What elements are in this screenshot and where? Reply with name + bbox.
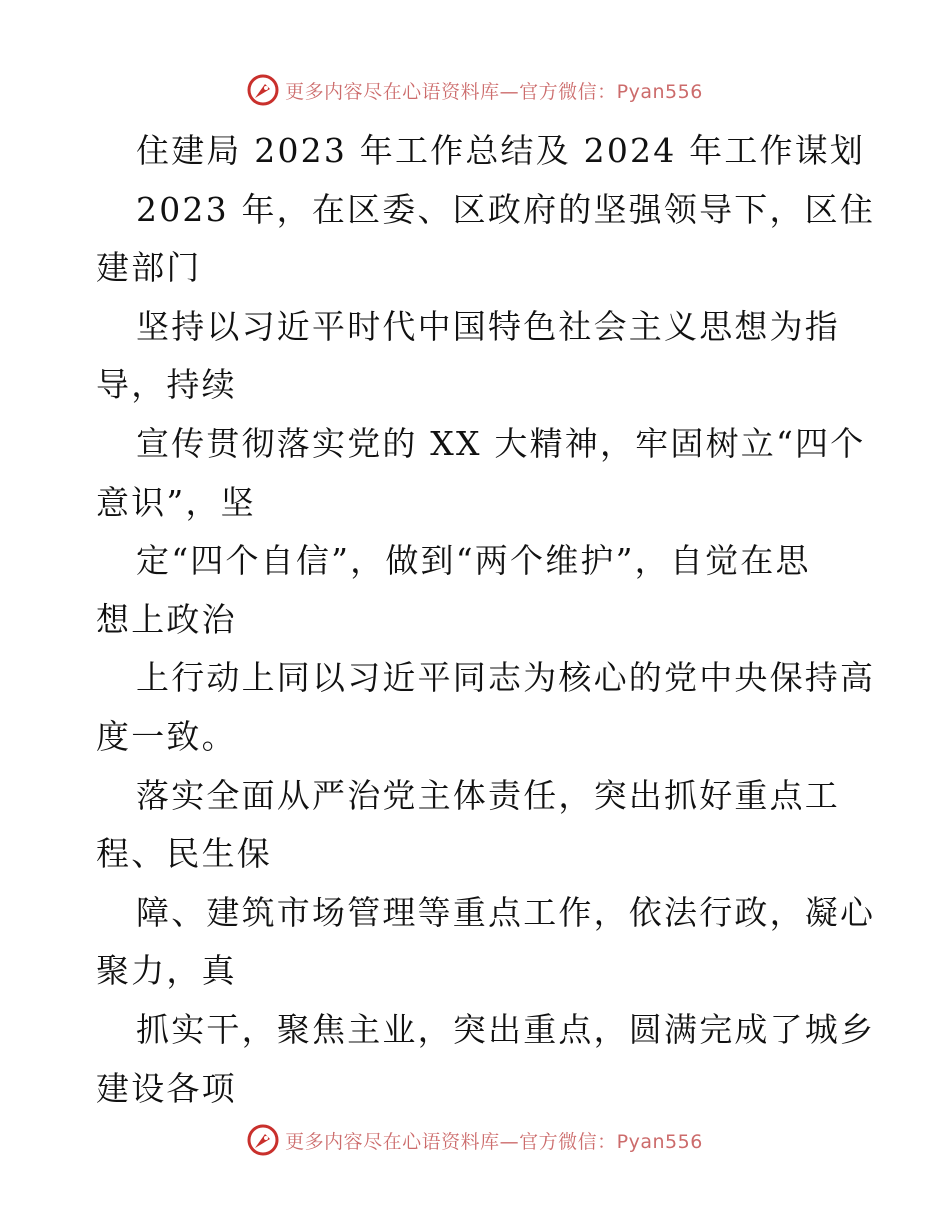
pen-nib-logo-icon	[247, 1124, 279, 1156]
text-line: 建部门	[96, 248, 202, 288]
footer-watermark	[0, 1122, 950, 1158]
text-line: 程、民生保	[96, 834, 272, 874]
text-line: 导，持续	[96, 365, 237, 405]
document-body	[96, 122, 876, 1118]
text-line: 上行动上同以习近平同志为核心的党中央保持高	[136, 658, 876, 698]
document-title: 住建局 2023 年工作总结及 2024 年工作谋划	[136, 131, 866, 170]
header-watermark	[0, 72, 950, 108]
text-line: 意识”，坚	[96, 482, 256, 522]
text-line: 落实全面从严治党主体责任，突出抓好重点工	[136, 775, 840, 815]
text-line: 宣传贯彻落实党的 XX 大精神，牢固树立“四个	[136, 423, 866, 463]
text-line: 抓实干，聚焦主业，突出重点，圆满完成了城乡	[136, 1009, 876, 1049]
text-line: 定“四个自信”，做到“两个维护”，自觉在思	[136, 541, 811, 581]
pen-nib-logo-icon	[247, 74, 279, 106]
text-line: 坚持以习近平时代中国特色社会主义思想为指	[136, 306, 840, 346]
text-line: 聚力，真	[96, 951, 237, 991]
watermark-text: 更多内容尽在心语资料库—官方微信：Pyan556	[285, 80, 703, 103]
text-line: 度一致。	[96, 716, 237, 756]
text-line: 想上政治	[96, 599, 237, 639]
text-line: 建设各项	[96, 1068, 237, 1108]
text-line: 障、建筑市场管理等重点工作，依法行政，凝心	[136, 892, 876, 932]
watermark-text: 更多内容尽在心语资料库—官方微信：Pyan556	[285, 1130, 703, 1153]
text-line: 2023 年，在区委、区政府的坚强领导下，区住	[136, 189, 876, 229]
